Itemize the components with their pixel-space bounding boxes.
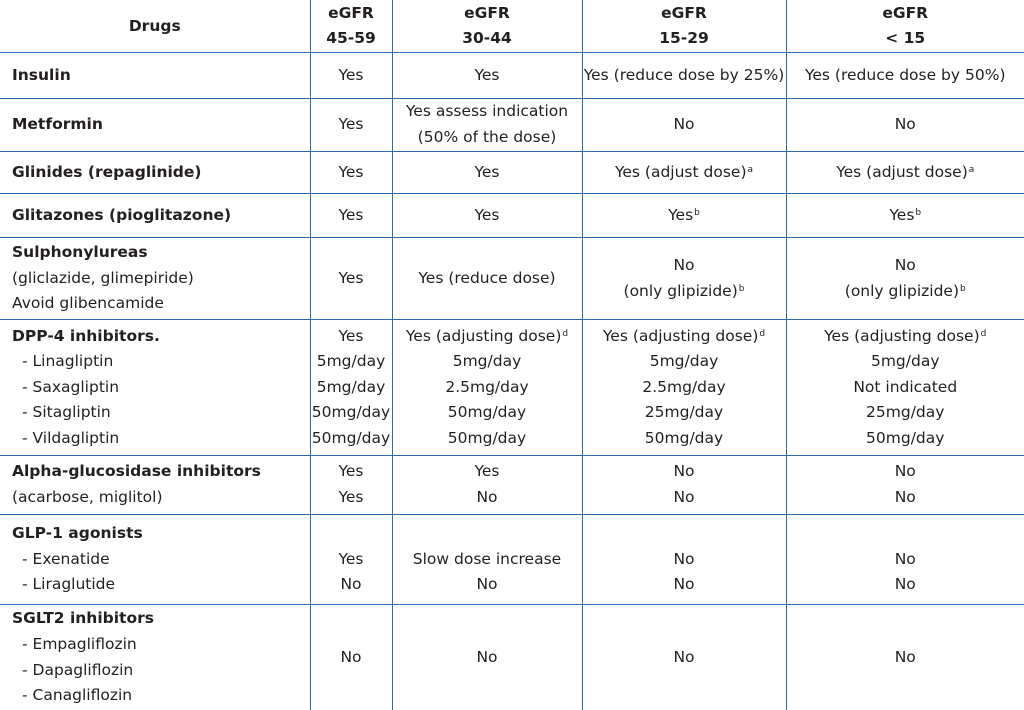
footnote-marker: b [960,284,966,294]
drug-name-cell: DPP-4 inhibitors. - Linagliptin - Saxagliptin - Sitagliptin - Vildagliptin [0,320,310,456]
value-cell: Yes [310,194,392,238]
value-cell: Yes No [392,456,582,515]
value-cell: Yes (adjust dose)$^a$ [786,152,1024,194]
drug-name-cell: Metformin [0,99,310,152]
value-cell: Yes [310,238,392,320]
table-row-insulin [0,53,1024,99]
footnote-marker: a [969,165,975,175]
value-cell: No [582,99,786,152]
header-egfr-15-29: eGFR 15-29 [582,0,786,53]
value-cell: Yes (adjusting dose)$^d$ 5mg/day Not indicated 25mg/day 50mg/day [786,320,1024,456]
footnote-marker: d [759,329,765,339]
value-cell: Yes [392,194,582,238]
footnote-marker: d [562,329,568,339]
footnote-marker: b [915,208,921,218]
header-egfr-45-59: eGFR 45-59 [310,0,392,53]
value-cell: No No [786,515,1024,605]
table-row-sulphonylureas [0,238,1024,320]
value-cell: No [786,605,1024,710]
value-cell: Yes [310,53,392,99]
drug-name-cell: Glitazones (pioglitazone) [0,194,310,238]
value-cell: No [392,605,582,710]
drug-name-cell: GLP-1 agonists - Exenatide - Liraglutide [0,515,310,605]
value-cell: No No [786,456,1024,515]
value-cell: Yes No [310,515,392,605]
footnote-marker: b [739,284,745,294]
value-cell: No (only glipizide)$^b$ [786,238,1024,320]
table-row-glitazones [0,194,1024,238]
value-cell: Yes 5mg/day 5mg/day 50mg/day 50mg/day [310,320,392,456]
value-cell: Slow dose increase No [392,515,582,605]
value-cell: Yes Yes [310,456,392,515]
value-cell: Yes (reduce dose by 50%) [786,53,1024,99]
value-cell: Yes (adjusting dose)$^d$ 5mg/day 2.5mg/day 25mg/day 50mg/day [582,320,786,456]
value-cell: No [582,605,786,710]
value-cell: Yes$^b$ [582,194,786,238]
drug-name-cell: Glinides (repaglinide) [0,152,310,194]
drug-name-cell: Insulin [0,53,310,99]
header-drugs: Drugs [0,0,310,53]
value-cell: No [310,605,392,710]
value-cell: Yes [392,152,582,194]
footnote-marker: b [694,208,700,218]
value-cell: Yes (reduce dose by 25%) [582,53,786,99]
drug-name-cell: Sulphonylureas (gliclazide, glimepiride) Avoid glibencamide [0,238,310,320]
value-cell: Yes (adjust dose)$^a$ [582,152,786,194]
header-egfr-lt-15: eGFR < 15 [786,0,1024,53]
drug-name-cell: Alpha-glucosidase inhibitors (acarbose, miglitol) [0,456,310,515]
footnote-marker: a [748,165,754,175]
table-row-glp1-agonists [0,515,1024,605]
value-cell: Yes assess indication (50% of the dose) [392,99,582,152]
value-cell: No (only glipizide)$^b$ [582,238,786,320]
value-cell: Yes [310,152,392,194]
table-row-metformin [0,99,1024,152]
value-cell: No No [582,456,786,515]
value-cell: Yes$^b$ [786,194,1024,238]
value-cell: No No [582,515,786,605]
value-cell: Yes (adjusting dose)$^d$ 5mg/day 2.5mg/day 50mg/day 50mg/day [392,320,582,456]
table-row-alpha-glucosidase-inhibitors [0,456,1024,515]
footnote-marker: d [981,329,987,339]
table-row-sglt2-inhibitors [0,605,1024,710]
table-row-dpp4-inhibitors [0,320,1024,456]
table-header-row [0,0,1024,53]
header-egfr-30-44: eGFR 30-44 [392,0,582,53]
table-row-glinides [0,152,1024,194]
value-cell: Yes [310,99,392,152]
value-cell: Yes [392,53,582,99]
value-cell: Yes (reduce dose) [392,238,582,320]
drug-name-cell: SGLT2 inhibitors - Empagliflozin - Dapagliflozin - Canagliflozin [0,605,310,710]
value-cell: No [786,99,1024,152]
